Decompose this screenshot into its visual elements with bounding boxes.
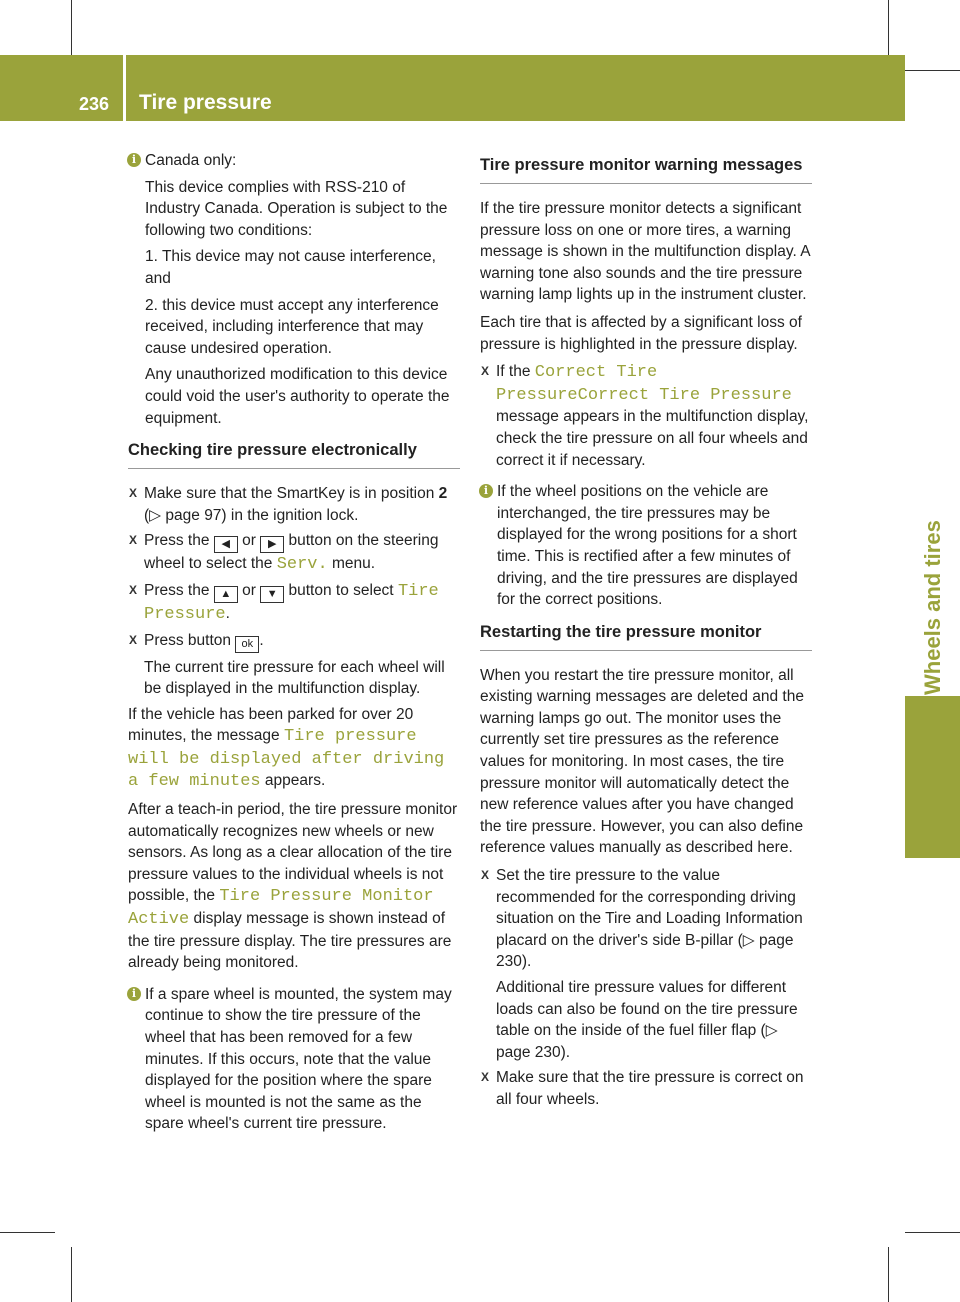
display-message: Serv. (276, 555, 328, 575)
paragraph: Each tire that is affected by a significant loss of pressure is highlighted in the pressure display. (480, 313, 802, 353)
crop-mark (71, 0, 72, 55)
step-arrow-icon: X (481, 868, 490, 883)
instruction-step: X If the Correct Tire PressureCorrect Tire Pressure message appears in the multifunction display, check the tire pressure on all four wheels and correct it if necessary. (481, 363, 809, 469)
info-note (128, 150, 460, 429)
info-icon: i (479, 484, 493, 498)
page-title: Tire pressure (139, 91, 272, 114)
left-column (128, 150, 460, 1141)
note-text: This device complies with RSS-210 of Industry Canada. Operation is subject to the following two conditions: (145, 178, 448, 239)
info-icon: i (127, 153, 141, 167)
instruction-step: X Press the ◀ or ▶ button on the steering wheel to select the Serv. menu. (129, 532, 439, 575)
down-button-icon: ▼ (260, 586, 284, 603)
header-divider (123, 55, 126, 121)
side-tab (905, 150, 960, 695)
instruction-step: X Press button ok . The current tire pressure for each wheel will be displayed in the multifunction display. (129, 631, 445, 698)
paragraph: When you restart the tire pressure monitor, all existing warning messages are deleted and the warning lamps go out. The monitor uses the currently set tire pressures as the reference values for monitoring. In most cases, the tire pressure monitor will automatically detect the new reference values after you have changed the tire pressure. However, you can also define reference values manually as described here. (480, 666, 804, 857)
crop-mark (71, 1247, 72, 1302)
instruction-step: X Press the ▲ or ▼ button to select Tire Pressure. (129, 581, 439, 624)
side-tab-label: Wheels and tires (920, 520, 945, 695)
side-tab-block (905, 696, 960, 858)
ok-button-icon: ok (235, 636, 259, 653)
note-text: If a spare wheel is mounted, the system may continue to show the tire pressure of the wheel that has been removed for a few minutes. If this occurs, note that the value displayed for the position where the spare wheel is mounted is not the same as the spare wheel's current tire pressure. (145, 985, 452, 1133)
paragraph: After a teach-in period, the tire pressure monitor automatically recognizes new wheels or new sensors. As long as a clear allocation of the tire pressure values to the individual wheels is not possible, the Tire Pressure Monitor Active display message is shown instead of the tire pressure display. The tire pressures are already being monitored. (128, 801, 458, 972)
page-ref-icon: ▷ (742, 931, 755, 949)
info-icon: i (127, 987, 141, 1001)
step-arrow-icon: X (481, 364, 490, 379)
page-ref-icon: ▷ (149, 506, 162, 524)
note-text: 1. This device may not cause interference, and (145, 248, 436, 287)
instruction-step: X Set the tire pressure to the value recommended for the corresponding driving situation on the Tire and Loading Information placard on the driver's side B-pillar (▷ page 230). Additional tire pressure values for different loads can also be found on the tire pressure table on the inside of the fuel filler flap (▷ page 230). (481, 867, 803, 1061)
right-column (480, 150, 812, 1115)
up-button-icon: ▲ (214, 586, 238, 603)
step-arrow-icon: X (129, 533, 138, 548)
left-button-icon: ◀ (214, 536, 238, 553)
section-heading: Restarting the tire pressure monitor (480, 621, 812, 651)
instruction-step: X Make sure that the SmartKey is in position 2 (▷ page 97) in the ignition lock. (129, 485, 448, 524)
crop-mark (0, 1232, 55, 1233)
page-ref-icon: ▷ (765, 1022, 778, 1040)
display-message: Tire pressure will be displayed after driving a few minutes (128, 727, 445, 792)
section-heading: Checking tire pressure electronically (128, 439, 460, 469)
page-number: 236 (79, 94, 110, 114)
right-button-icon: ▶ (260, 536, 284, 553)
step-arrow-icon: X (129, 582, 138, 597)
crop-mark (888, 0, 889, 55)
paragraph: If the tire pressure monitor detects a significant pressure loss on one or more tires, a warning message is shown in the multifunction display. A warning tone also sounds and the tire pressure warning lamp lights up in the instrument cluster. (480, 200, 810, 304)
display-message: Tire Pressure (144, 581, 439, 624)
display-message: Tire Pressure Monitor Active (128, 887, 434, 930)
info-note (128, 984, 460, 1135)
section-heading: Tire pressure monitor warning messages (480, 154, 812, 184)
step-arrow-icon: X (481, 1070, 490, 1085)
crop-mark (905, 1232, 960, 1233)
crop-mark (905, 70, 960, 71)
note-text: Any unauthorized modification to this device could void the user's authority to operate the equipment. (145, 366, 450, 427)
header-bar (0, 55, 905, 121)
step-arrow-icon: X (129, 486, 138, 501)
note-text: 2. this device must accept any interference received, including interference that may cause undesired operation. (145, 296, 439, 357)
info-note (480, 481, 812, 611)
crop-mark (888, 1247, 889, 1302)
display-message: Correct Tire PressureCorrect Tire Pressure (496, 363, 792, 405)
note-text: If the wheel positions on the vehicle are interchanged, the tire pressures may be displayed for the wrong positions for a short time. This is rectified after a few minutes of driving, and the tire pressures are displayed for the correct positions. (497, 483, 798, 609)
step-arrow-icon: X (129, 632, 138, 647)
paragraph: If the vehicle has been parked for over 20 minutes, the message Tire pressure will be displayed after driving a few minutes appears. (128, 705, 445, 792)
note-title: Canada only: (145, 152, 237, 169)
instruction-step: X Make sure that the tire pressure is correct on all four wheels. (481, 1069, 804, 1108)
